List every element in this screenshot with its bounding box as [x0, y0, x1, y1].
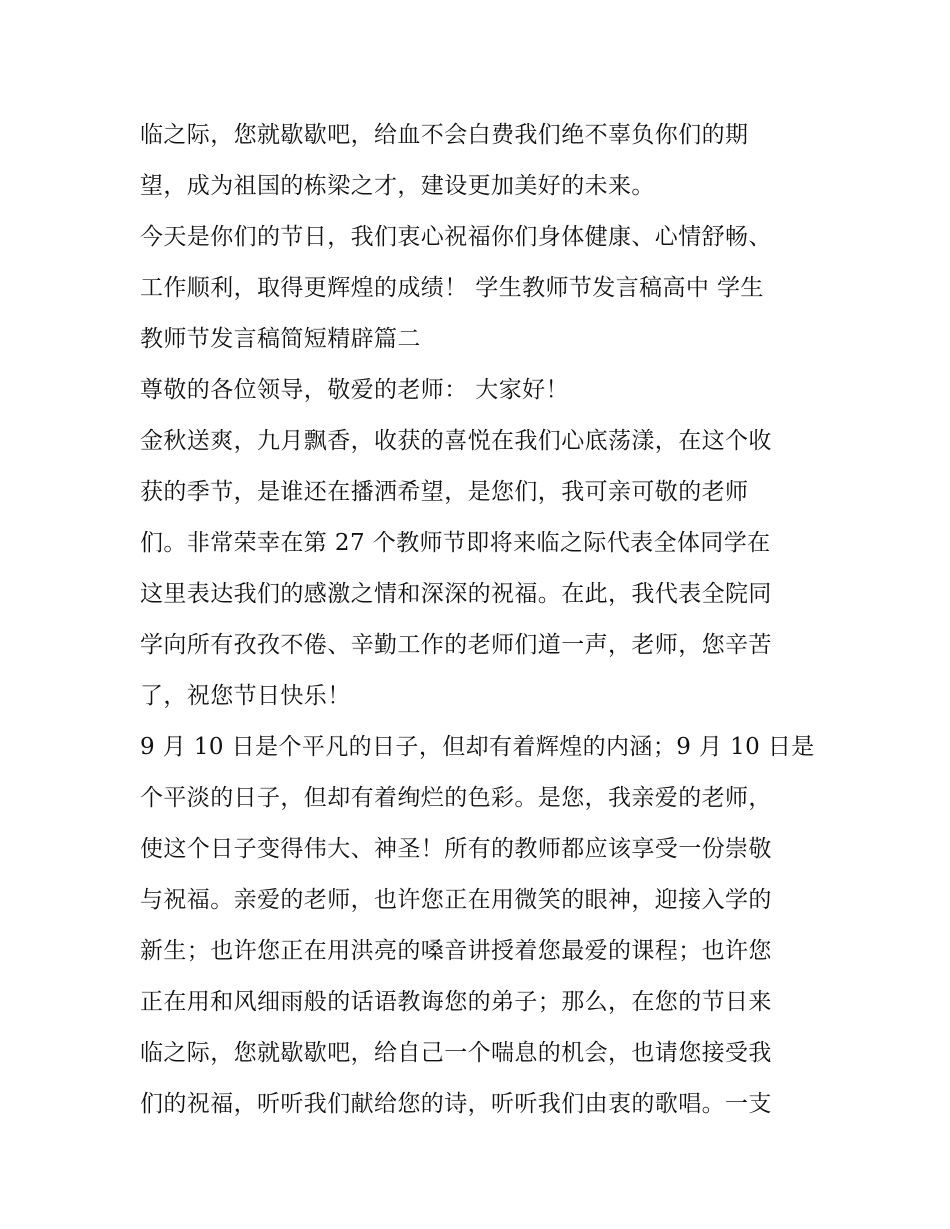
text-line: 个平淡的日子，但却有着绚烂的色彩。是您，我亲爱的老师，: [140, 785, 772, 811]
text-line: 们的祝福，听听我们献给您的诗，听听我们由衷的歌唱。一支: [140, 1091, 772, 1117]
text-line: 新生；也许您正在用洪亮的嗓音讲授着您最爱的课程；也许您: [140, 938, 772, 964]
text-line: 正在用和风细雨般的话语教诲您的弟子；那么，在您的节日来: [140, 989, 772, 1015]
text-line: 临之际，您就歇歇吧，给自己一个喘息的机会，也请您接受我: [140, 1040, 772, 1066]
text-line: 金秋送爽，九月飘香，收获的喜悦在我们心底荡漾，在这个收: [140, 428, 772, 454]
text-line: 学向所有孜孜不倦、辛勤工作的老师们道一声，老师，您辛苦: [140, 632, 772, 658]
text-line: 使这个日子变得伟大、神圣！所有的教师都应该享受一份崇敬: [140, 836, 772, 862]
text-line: 教师节发言稿简短精辟篇二: [140, 326, 421, 352]
text-line: 临之际，您就歇歇吧，给血不会白费我们绝不辜负你们的期: [140, 122, 749, 148]
text-line: 们。非常荣幸在第 27 个教师节即将来临之际代表全体同学在: [140, 530, 771, 556]
text-line: 这里表达我们的感激之情和深深的祝福。在此，我代表全院同: [140, 581, 772, 607]
text-line: 工作顺利，取得更辉煌的成绩！ 学生教师节发言稿高中 学生: [140, 275, 764, 301]
document-body: [140, 110, 820, 1130]
text-line: 了，祝您节日快乐！: [140, 683, 351, 709]
text-line: 尊敬的各位领导，敬爱的老师： 大家好！: [140, 377, 569, 403]
text-line: 望，成为祖国的栋梁之才，建设更加美好的未来。: [140, 173, 655, 199]
text-line: 获的季节，是谁还在播洒希望，是您们，我可亲可敬的老师: [140, 479, 749, 505]
text-line: 与祝福。亲爱的老师，也许您正在用微笑的眼神，迎接入学的: [140, 887, 772, 913]
text-line: 今天是你们的节日，我们衷心祝福你们身体健康、心情舒畅、: [140, 224, 772, 250]
text-line: 9 月 10 日是个平凡的日子，但却有着辉煌的内涵；9 月 10 日是: [140, 734, 815, 760]
